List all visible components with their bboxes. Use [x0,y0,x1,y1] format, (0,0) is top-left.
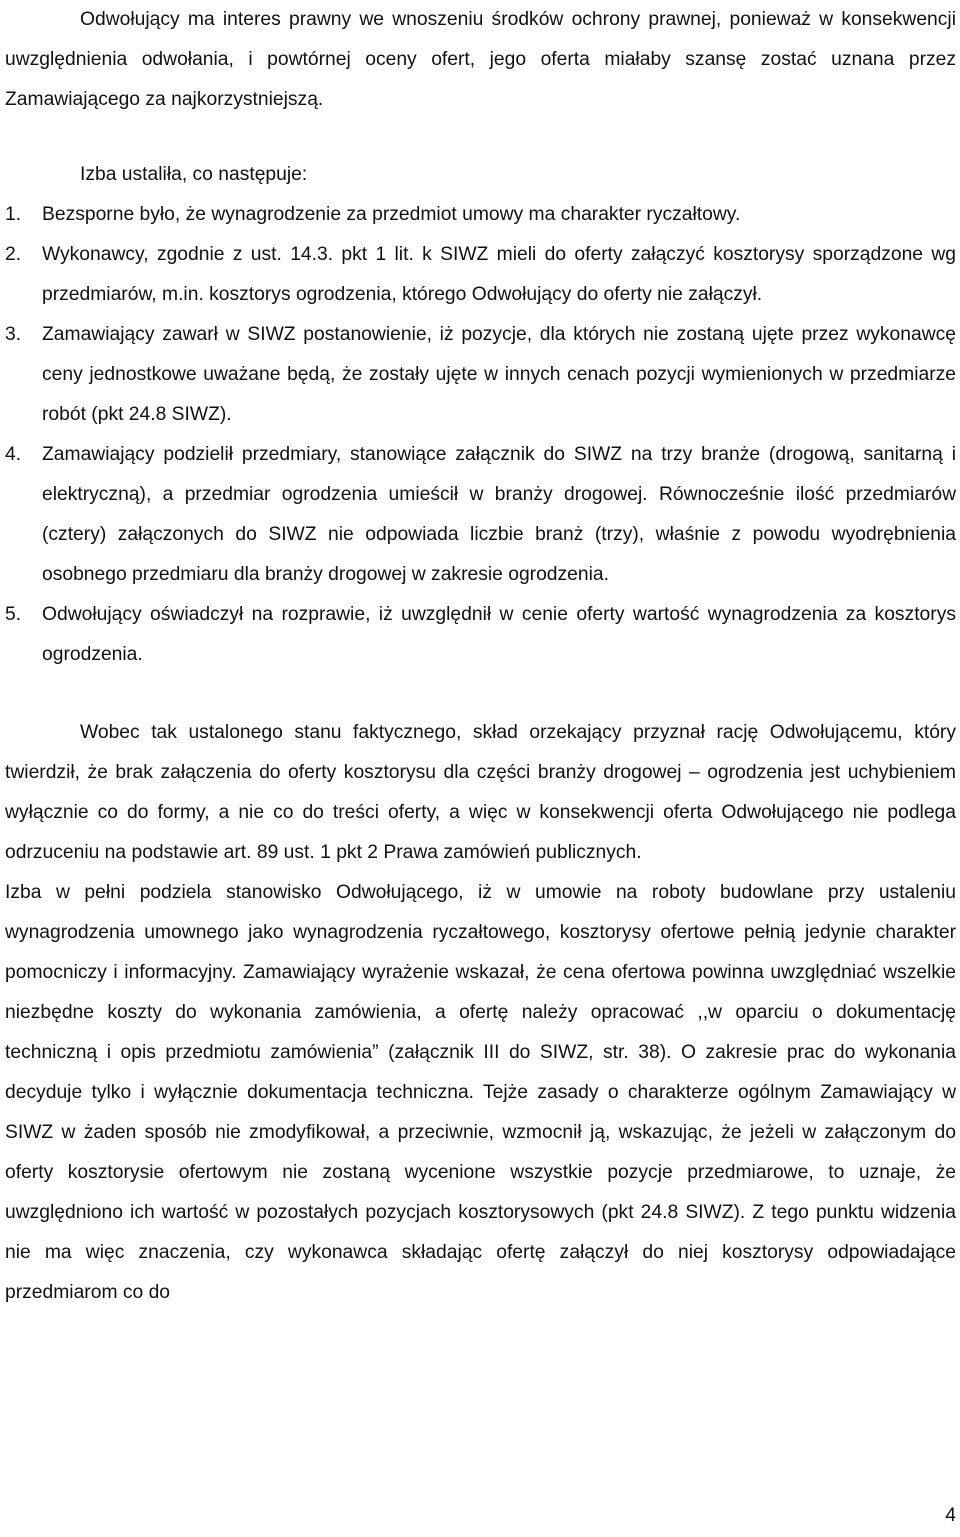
document-page [5,0,956,1313]
list-item [5,315,956,435]
intro-paragraph: Odwołujący ma interes prawny we wnoszeniu środków ochrony prawnej, ponieważ w konsekwencji uwzględnienia odwołania, i powtórnej oceny ofert, jego oferta miałaby szansę zostać uznana przez Zamawiającego za najkorzystniejszą. [5,9,956,110]
list-item-number: 1. [5,204,22,225]
assessment-paragraph: Wobec tak ustalonego stanu faktycznego, skład orzekający przyznał rację Odwołującemu, który twierdził, że brak załączenia do oferty kosztorysu dla części branży drogowej – ogrodzenia jest uchybieniem wyłącznie co do formy, a nie co do treści oferty, a więc w konsekwencji oferta Odwołującego nie podlega odrzuceniu na podstawie art. 89 ust. 1 pkt 2 Prawa zamówień publicznych. [5,722,956,863]
list-item [5,235,956,315]
list-item-text: Odwołujący oświadczył na rozprawie, iż uwzględnił w cenie oferty wartość wynagrodzenia za kosztorys ogrodzenia. [42,604,956,665]
list-item [5,595,956,675]
list-item [5,435,956,595]
list-item [5,195,956,235]
list-item-text: Zamawiający zawarł w SIWZ postanowienie, iż pozycje, dla których nie zostaną ujęte przez wykonawcę ceny jednostkowe uważane będą, że zostały ujęte w innych cenach pozycji wymienionych w przedmiarze robót (pkt 24.8 SIWZ). [42,324,956,425]
list-item-text: Zamawiający podzielił przedmiary, stanowiące załącznik do SIWZ na trzy branże (drogową, sanitarną i elektryczną), a przedmiar ogrodzenia umieścił w branży drogowej. Równocześnie ilość przedmiarów (cztery) załączonych do SIWZ nie odpowiada liczbie branż (trzy), właśnie z powodu wyodrębnienia osobnego przedmiaru dla branży drogowej w zakresie ogrodzenia. [42,444,956,585]
list-item-text: Wykonawcy, zgodnie z ust. 14.3. pkt 1 lit. k SIWZ mieli do oferty załączyć kosztorysy sporządzone wg przedmiarów, m.in. kosztorys ogrodzenia, którego Odwołujący do oferty nie załączył. [42,244,956,305]
list-item-number: 3. [5,324,22,345]
list-item-number: 4. [5,444,22,465]
findings-list [5,195,956,675]
final-paragraph: Izba w pełni podziela stanowisko Odwołującego, iż w umowie na roboty budowlane przy ustaleniu wynagrodzenia umownego jako wynagrodzenia ryczałtowego, kosztorysy ofertowe pełnią jedynie charakter pomocniczy i informacyjny. Zamawiający wyrażenie wskazał, że cena ofertowa powinna uwzględniać wszelkie niezbędne koszty do wykonania zamówienia, a ofertę należy opracować ,,w oparciu o dokumentację techniczną i opis przedmiotu zamówienia” (załącznik III do SIWZ, str. 38). O zakresie prac do wykonania decyduje tylko i wyłącznie dokumentacja techniczna. Tejże zasady o charakterze ogólnym Zamawiający w SIWZ w żaden sposób nie zmodyfikował, a przeciwnie, wzmocnił ją, wskazując, że jeżeli w załączonym do oferty kosztorysie ofertowym nie zostaną wycenione wszystkie pozycje przedmiarowe, to uznaje, że uwzględniono ich wartość w pozostałych pozycjach kosztorysowych (pkt 24.8 SIWZ). Z tego punktu widzenia nie ma więc znaczenia, czy wykonawca składając ofertę załączył do niej kosztorysy odpowiadające przedmiarom co do [5,882,956,1303]
list-item-number: 5. [5,604,22,625]
list-item-text: Bezsporne było, że wynagrodzenie za przedmiot umowy ma charakter ryczałtowy. [42,204,741,225]
list-item-number: 2. [5,244,22,265]
page-number: 4 [945,1505,956,1526]
findings-heading: Izba ustaliła, co następuje: [80,164,308,185]
